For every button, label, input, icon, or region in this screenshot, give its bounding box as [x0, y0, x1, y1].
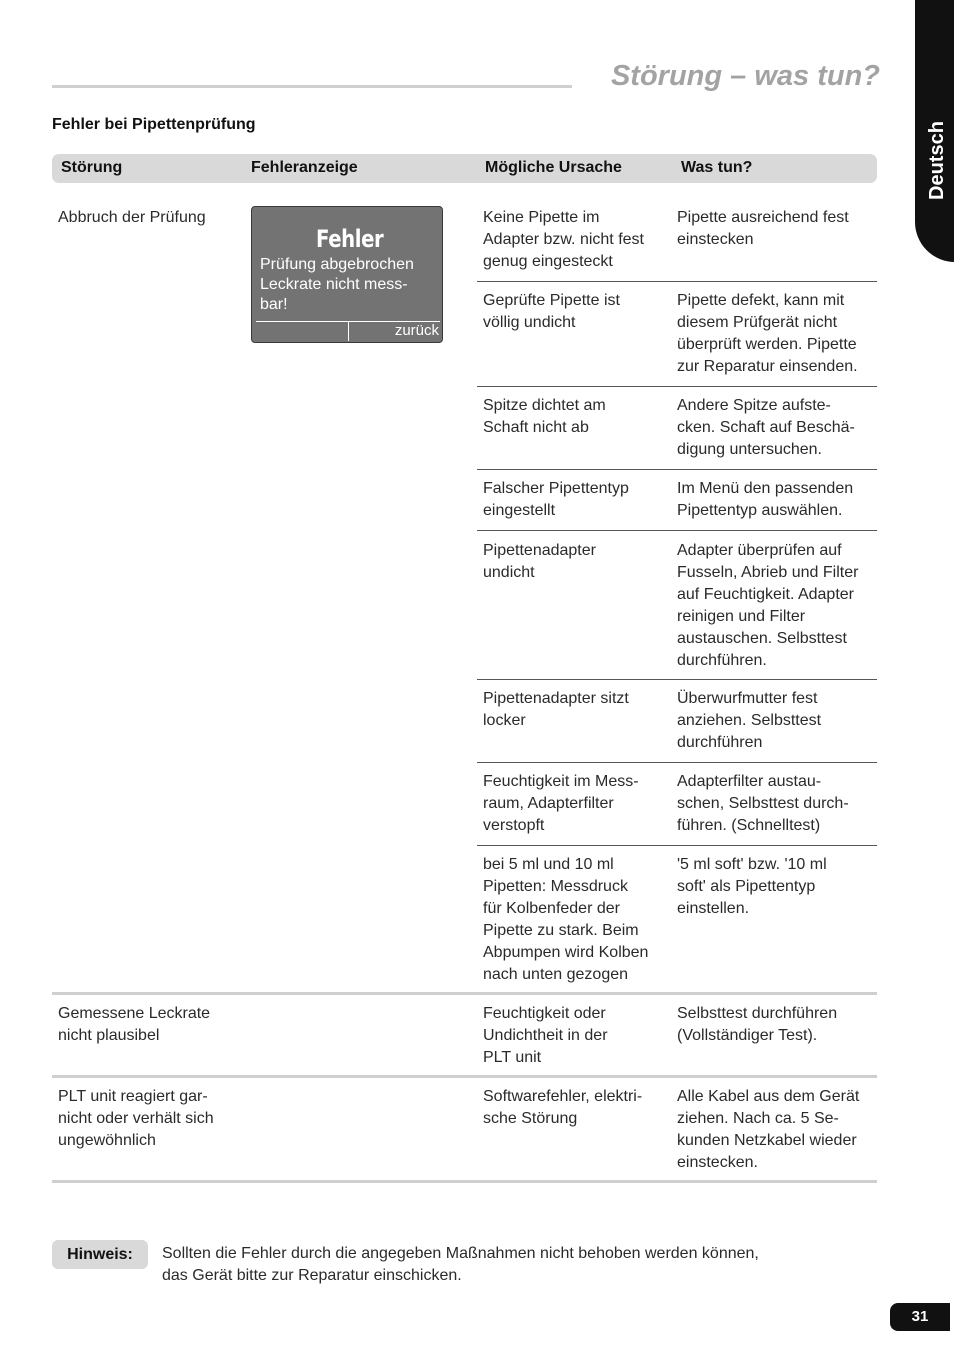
header-rule [52, 85, 572, 88]
was-tun-cell: Andere Spitze aufste- cken. Schaft auf Beschä- digung untersuchen. [677, 397, 855, 458]
page-number: 31 [890, 1303, 950, 1331]
section-heading: Fehler bei Pipettenprüfung [52, 116, 256, 133]
ursache-cell: Feuchtigkeit oder Undichtheit in der PLT unit [483, 1005, 608, 1066]
ursache-cell: bei 5 ml und 10 ml Pipetten: Messdruck für Kolbenfeder der Pipette zu stark. Beim Abpumpen wird Kolben nach unten gezogen [483, 856, 649, 983]
group-divider [52, 1075, 877, 1078]
stoerung-cell: PLT unit reagiert gar- nicht oder verhält sich ungewöhnlich [58, 1088, 214, 1149]
display-message: Prüfung abgebrochen Leckrate nicht mess- bar! [260, 256, 414, 313]
ursache-cell: Feuchtigkeit im Mess- raum, Adapterfilter verstopft [483, 773, 639, 834]
ursache-cell: Spitze dichtet am Schaft nicht ab [483, 397, 606, 436]
row-divider [477, 386, 877, 387]
column-header-stoerung: Störung [61, 159, 123, 176]
ursache-cell: Softwarefehler, elektri- sche Störung [483, 1088, 643, 1127]
error-display [251, 206, 443, 343]
row-divider [477, 762, 877, 763]
was-tun-cell: Alle Kabel aus dem Gerät ziehen. Nach ca. 5 Se- kunden Netzkabel wieder einstecken. [677, 1088, 860, 1171]
table-header [52, 154, 877, 183]
was-tun-cell: Überwurfmutter fest anziehen. Selbsttest durchführen [677, 690, 822, 751]
was-tun-cell: Adapterfilter austau- schen, Selbsttest durch- führen. (Schnelltest) [677, 773, 849, 834]
was-tun-cell: Pipette ausreichend fest einstecken [677, 209, 849, 248]
back-softkey: zurück [394, 322, 439, 339]
ursache-cell: Keine Pipette im Adapter bzw. nicht fest genug eingesteckt [483, 209, 644, 270]
was-tun-cell: '5 ml soft' bzw. '10 ml soft' als Pipettentyp einstellen. [677, 856, 827, 917]
ursache-cell: Pipettenadapter sitzt locker [483, 690, 629, 729]
ursache-cell: Pipettenadapter undicht [483, 542, 596, 581]
column-header-ursache: Mögliche Ursache [485, 159, 622, 176]
page-title: Störung – was tun? [610, 60, 880, 92]
table-bottom-rule [52, 1180, 877, 1183]
was-tun-cell: Adapter überprüfen auf Fusseln, Abrieb und Filter auf Feuchtigkeit. Adapter reinigen und Filter austauschen. Selbsttest durchführen. [677, 542, 859, 669]
was-tun-cell: Pipette defekt, kann mit diesem Prüfgerät nicht überprüft werden. Pipette zur Reparatur einsenden. [677, 292, 858, 375]
column-header-fehleranzeige: Fehleranzeige [251, 159, 358, 176]
language-tab [915, 0, 954, 262]
row-divider [477, 530, 877, 531]
note-text: Sollten die Fehler durch die angegeben Maßnahmen nicht behoben werden können, das Gerät bitte zur Reparatur einschicken. [162, 1245, 759, 1284]
note-label: Hinweis: [52, 1240, 148, 1269]
row-divider [477, 469, 877, 470]
stoerung-cell: Abbruch der Prüfung [58, 209, 206, 226]
display-title: Fehler [316, 225, 384, 253]
row-divider [477, 845, 877, 846]
was-tun-cell: Im Menü den passenden Pipettentyp auswählen. [677, 480, 854, 519]
language-tab-label: Deutsch [926, 121, 948, 201]
row-divider [477, 679, 877, 680]
group-divider [52, 992, 877, 995]
display-softkey-separator [348, 321, 349, 341]
stoerung-cell: Gemessene Leckrate nicht plausibel [58, 1005, 211, 1044]
was-tun-cell: Selbsttest durchführen (Vollständiger Test). [677, 1005, 838, 1044]
row-divider [477, 281, 877, 282]
column-header-was-tun: Was tun? [681, 159, 753, 176]
ursache-cell: Geprüfte Pipette ist völlig undicht [483, 292, 620, 331]
ursache-cell: Falscher Pipettentyp eingestellt [483, 480, 629, 519]
